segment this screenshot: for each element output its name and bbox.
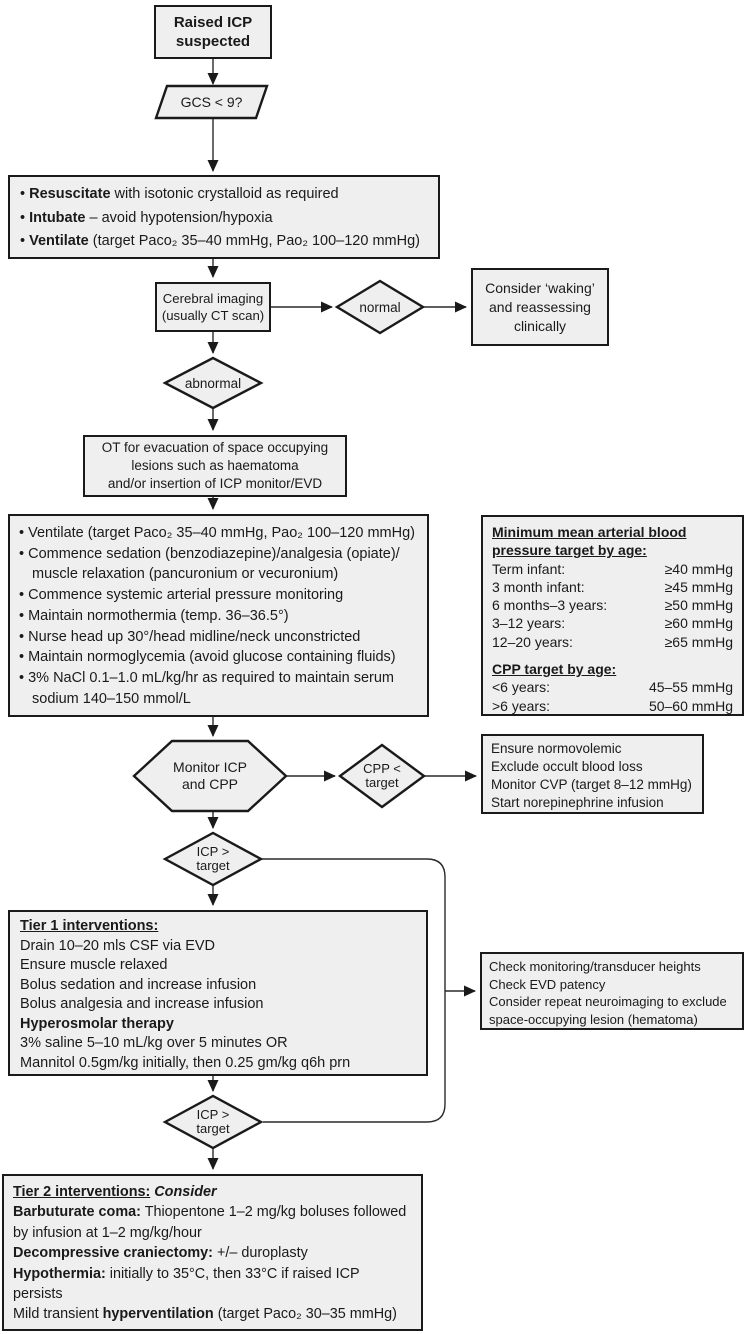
waking-node xyxy=(471,268,609,346)
bp-targets-rows: Term infant: ≥40 mmHg 3 month infant: ≥45 mmHg 6 months–3 years: ≥50 mmHg 3–12 years: ≥60 mmHg 12–20 years: ≥65 mmHg xyxy=(492,560,733,650)
imaging-node xyxy=(155,282,271,332)
cpp-targets-rows: <6 years: 45–55 mmHg >6 years: 50–60 mmHg xyxy=(492,679,733,714)
check-node: Check monitoring/transducer heights Check EVD patency Consider repeat neuroimaging to exclude space-occupying lesion (hematoma) xyxy=(480,952,744,1030)
waking-label: Consider ‘waking’ and reassessing clinically xyxy=(485,279,595,334)
cvp-node: Ensure normovolemic Exclude occult blood loss Monitor CVP (target 8–12 mmHg) Start norepinephrine infusion xyxy=(481,734,704,814)
ot-label: OT for evacuation of space occupying lesions such as haematoma and/or insertion of ICP monitor/EVD xyxy=(101,440,329,491)
start-node xyxy=(154,5,272,59)
normal-diamond-label: normal xyxy=(359,299,401,315)
imaging-label: Cerebral imaging (usually CT scan) xyxy=(161,291,265,323)
start-label: Raised ICP suspected xyxy=(173,14,253,50)
icp2-diamond-label: ICP > target xyxy=(196,1106,230,1136)
icp1-diamond-label: ICP > target xyxy=(196,843,230,873)
abnormal-diamond-label: abnormal xyxy=(184,375,242,391)
bp-targets-spacer xyxy=(492,651,733,660)
cpp-diamond-label: CPP < target xyxy=(363,760,401,790)
tier2-node: Tier 2 interventions: Consider Barbuturate coma: Thiopentone 1–2 mg/kg boluses followed by infusion at 1–2 mg/kg/hour Decompressive craniectomy: +/– duroplasty Hypothermia: initially to 35°C, then 33°C if raised ICP persists Mild transient hyperventilation (target Paco₂ 30–35 mmHg) xyxy=(2,1174,423,1331)
icu-care-node: • Ventilate (target Paco₂ 35–40 mmHg, Pao₂ 100–120 mmHg) • Commence sedation (benzodiazepine)/analgesia (opiate)/ muscle relaxation (pancuronium or vecuronium) • Commence systemic arterial pressure monitoring • Maintain normothermia (temp. 36–36.5°) • Nurse head up 30°/head midline/neck unconstricted • Maintain normoglycemia (avoid glucose containing fluids) • 3% NaCl 0.1–1.0 mL/kg/hr as required to maintain serum sodium 140–150 mmol/L xyxy=(8,514,429,717)
tier1-node: Tier 1 interventions: Drain 10–20 mls CSF via EVD Ensure muscle relaxed Bolus sedation and increase infusion Bolus analgesia and increase infusion Hyperosmolar therapy 3% saline 5–10 mL/kg over 5 minutes OR Mannitol 0.5gm/kg initially, then 0.25 gm/kg q6h prn xyxy=(8,910,428,1076)
gcs-label: GCS < 9? xyxy=(180,94,243,110)
ot-node xyxy=(83,435,347,497)
resuscitate-node: • Resuscitate with isotonic crystalloid as required • Intubate – avoid hypotension/hypoxia • Ventilate (target Paco₂ 35–40 mmHg, Pao₂ 100–120 mmHg) xyxy=(8,175,440,259)
cpp-targets-title: CPP target by age: xyxy=(492,661,617,678)
bp-targets-node xyxy=(481,515,744,716)
monitor-hexagon-label: Monitor ICP and CPP xyxy=(173,759,247,792)
bp-targets-title: Minimum mean arterial blood pressure target by age: xyxy=(492,524,687,559)
